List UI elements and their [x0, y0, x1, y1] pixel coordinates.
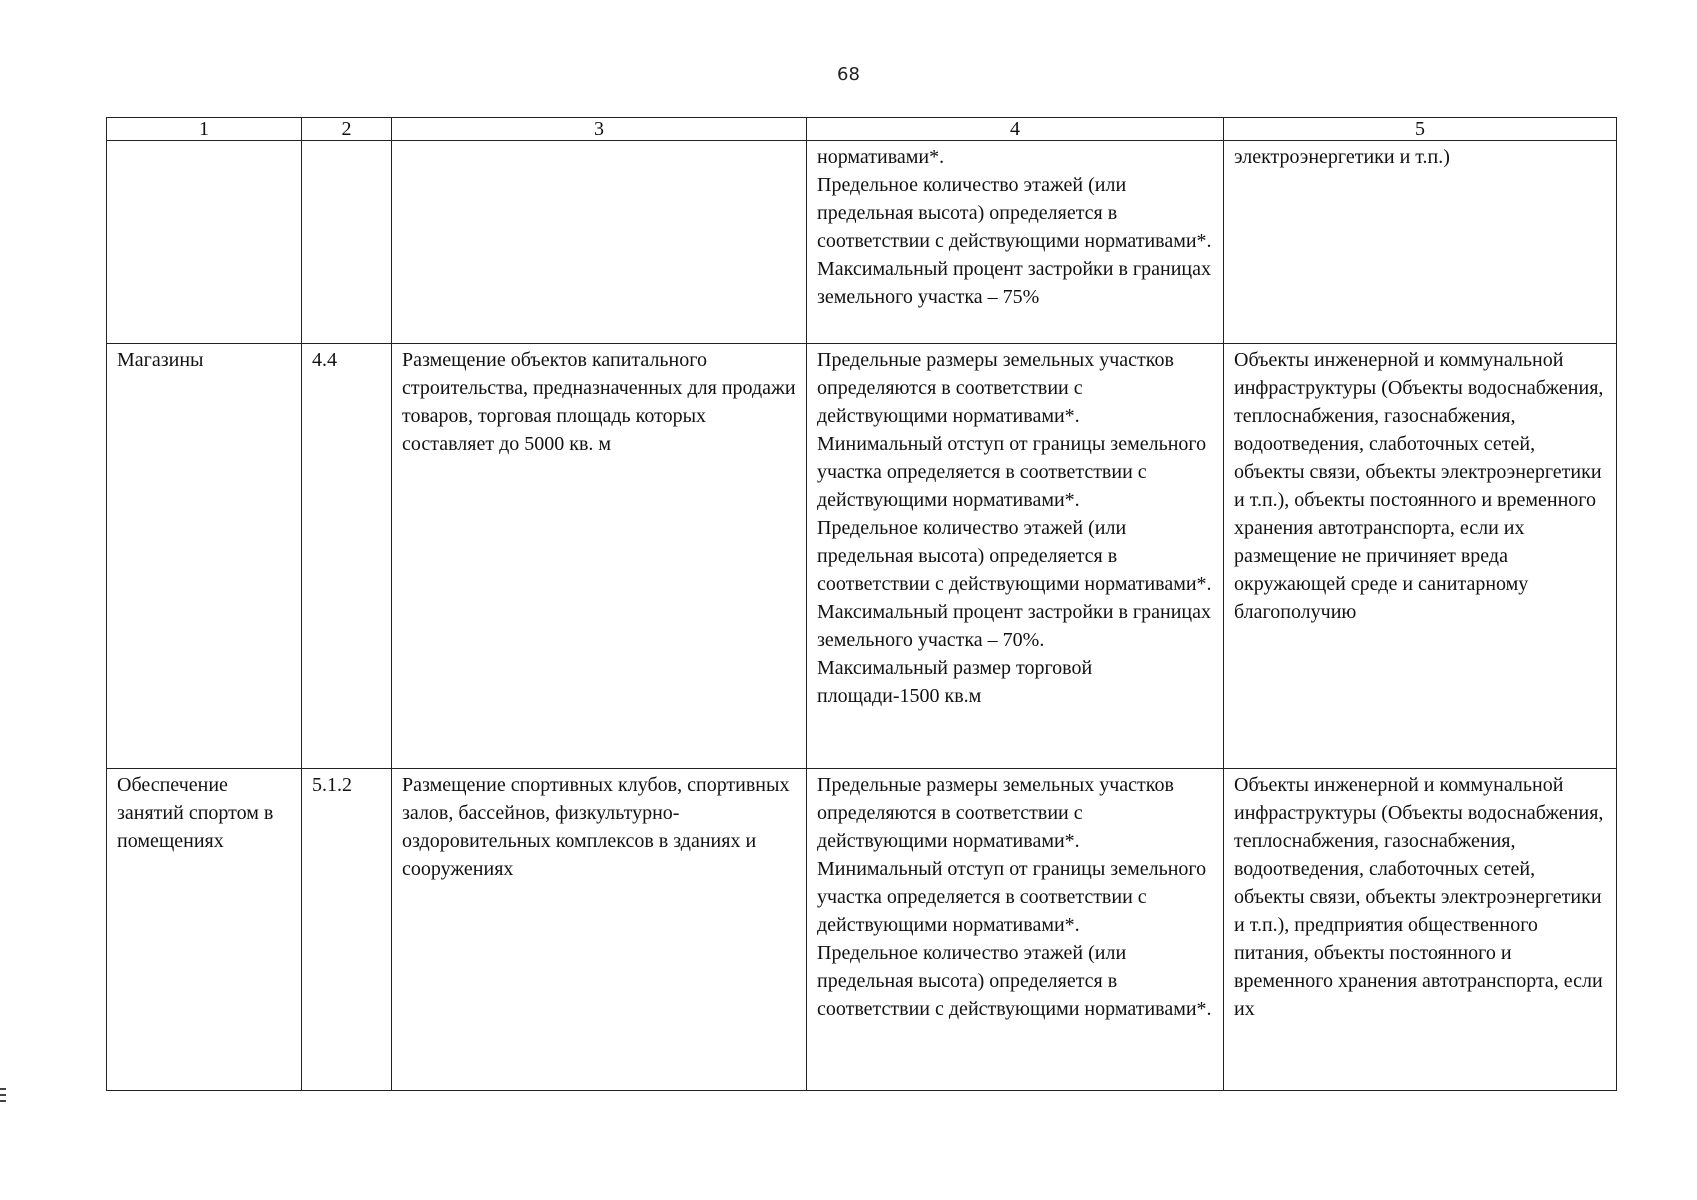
table-row	[107, 141, 1617, 344]
use-code-cell: 4.4	[302, 344, 392, 769]
table-row	[107, 344, 1617, 769]
parameter-text: Предельное количество этажей (или предельная высота) определяется в соответствии с действующими нормативами*.	[817, 942, 1212, 1020]
parameter-text: Предельные размеры земельных участков определяются в соответствии с действующими нормативами*.	[817, 774, 1174, 852]
use-name-cell: Магазины	[107, 344, 302, 769]
use-name-cell	[107, 141, 302, 344]
page-number: 68	[837, 64, 860, 85]
zoning-table	[106, 117, 1617, 1091]
use-description-cell	[392, 141, 807, 344]
table-header-row	[107, 118, 1617, 141]
header-col-2: 2	[302, 118, 392, 141]
header-col-3: 3	[392, 118, 807, 141]
header-col-1: 1	[107, 118, 302, 141]
scan-edge-mark	[0, 1088, 6, 1090]
scan-edge-mark	[0, 1094, 6, 1096]
use-name-cell: Обеспечение занятий спортом в помещениях	[107, 769, 302, 1091]
parameter-text: Минимальный отступ от границы земельного участка определяется в соответствии с действующими нормативами*.	[817, 858, 1207, 936]
scan-edge-mark	[0, 1100, 6, 1102]
parameter-text: нормативами*.	[817, 146, 945, 168]
parameter-text: Предельное количество этажей (или предельная высота) определяется в соответствии с действующими нормативами*.	[817, 517, 1212, 595]
parameter-text: Предельные размеры земельных участков определяются в соответствии с действующими нормативами*.	[817, 349, 1174, 427]
parameter-text: Минимальный отступ от границы земельного участка определяется в соответствии с действующими нормативами*.	[817, 433, 1207, 511]
parameter-text: Максимальный процент застройки в границах земельного участка – 75%	[817, 258, 1211, 308]
parameter-text: Максимальный размер торговой площади-1500 кв.м	[817, 657, 1093, 707]
table-row	[107, 769, 1617, 1091]
use-description-cell: Размещение спортивных клубов, спортивных залов, бассейнов, физкультурно-оздоровительных комплексов в зданиях и сооружениях	[392, 769, 807, 1091]
parameter-text: Максимальный процент застройки в границах земельного участка – 70%.	[817, 601, 1211, 651]
header-col-4: 4	[807, 118, 1224, 141]
use-code-cell: 5.1.2	[302, 769, 392, 1091]
auxiliary-uses-cell: электроэнергетики и т.п.)	[1224, 141, 1617, 344]
parameters-cell	[807, 769, 1224, 1091]
use-code-cell	[302, 141, 392, 344]
header-col-5: 5	[1224, 118, 1617, 141]
parameters-cell	[807, 344, 1224, 769]
auxiliary-uses-cell: Объекты инженерной и коммунальной инфраструктуры (Объекты водоснабжения, теплоснабжения, газоснабжения, водоотведения, слаботочных сетей, объекты связи, объекты электроэнергетики и т.п.), объекты постоянного и временного хранения автотранспорта, если их размещение не причиняет вреда окружающей среде и санитарному благополучию	[1224, 344, 1617, 769]
use-description-cell: Размещение объектов капитального строительства, предназначенных для продажи товаров, торговая площадь которых составляет до 5000 кв. м	[392, 344, 807, 769]
parameters-cell	[807, 141, 1224, 344]
parameter-text: Предельное количество этажей (или предельная высота) определяется в соответствии с действующими нормативами*.	[817, 174, 1212, 252]
auxiliary-uses-cell: Объекты инженерной и коммунальной инфраструктуры (Объекты водоснабжения, теплоснабжения, газоснабжения, водоотведения, слаботочных сетей, объекты связи, объекты электроэнергетики и т.п.), предприятия общественного питания, объекты постоянного и временного хранения автотранспорта, если их	[1224, 769, 1617, 1091]
